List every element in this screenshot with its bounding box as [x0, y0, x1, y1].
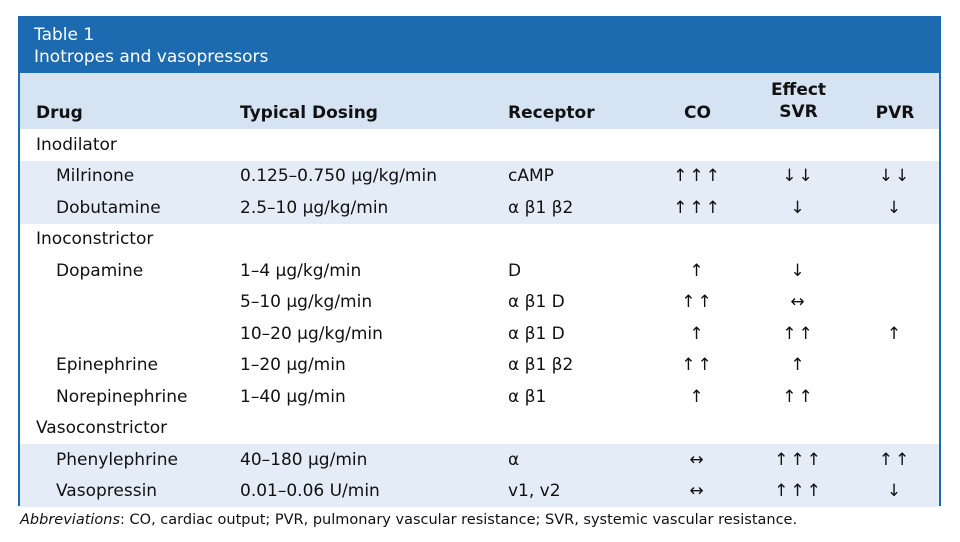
- co-effect-cell: ↑↑: [681, 292, 714, 313]
- table-title: Table 1: [34, 25, 95, 45]
- group-label: Inoconstrictor: [36, 229, 154, 250]
- receptor-cell: α β1 β2: [508, 355, 574, 376]
- header-dosing: Typical Dosing: [240, 103, 378, 123]
- header-effect: Effect: [770, 80, 827, 100]
- table-header-row: [20, 73, 939, 129]
- header-svr: SVR: [779, 102, 818, 122]
- table-row: [20, 444, 939, 476]
- co-effect-cell: ↑↑: [681, 355, 714, 376]
- group-row: [20, 129, 939, 161]
- header-effect-svr: [746, 73, 851, 129]
- receptor-cell: v1, v2: [508, 481, 561, 502]
- receptor-cell: α: [508, 449, 520, 470]
- co-effect-cell: ↑↑↑: [673, 166, 722, 187]
- table-row: [20, 192, 939, 224]
- group-label: Vasoconstrictor: [36, 418, 168, 439]
- group-row: [20, 413, 939, 445]
- svr-effect-cell: ↑↑↑: [774, 481, 823, 502]
- svr-effect-cell: ↑: [790, 355, 807, 376]
- pvr-effect-cell: ↓: [886, 481, 904, 502]
- table-row: [20, 255, 939, 287]
- co-effect-cell: ↑↑↑: [673, 197, 722, 218]
- table-frame: [18, 16, 941, 506]
- pvr-effect-cell: [851, 287, 939, 319]
- svr-effect-cell: ↓: [790, 197, 807, 218]
- table-body: [20, 129, 939, 507]
- header-co: CO: [684, 103, 711, 123]
- header-receptor: Receptor: [508, 103, 595, 123]
- receptor-cell: α β1 D: [508, 323, 565, 344]
- pvr-effect-cell: [851, 255, 939, 287]
- drug-name: [20, 287, 240, 319]
- drug-name: [20, 318, 240, 350]
- svr-effect-cell: ↑↑: [782, 386, 815, 407]
- drug-name: Phenylephrine: [56, 449, 179, 470]
- table-row: [20, 476, 939, 508]
- footnote: [20, 512, 797, 528]
- co-effect-cell: ↑: [689, 323, 706, 344]
- receptor-cell: α β1 D: [508, 292, 565, 313]
- pvr-effect-cell: [851, 381, 939, 413]
- co-effect-cell: ↔: [689, 449, 706, 470]
- table-row: [20, 161, 939, 193]
- dosing-cell: 1–4 μg/kg/min: [240, 260, 362, 281]
- pvr-effect-cell: ↑: [886, 323, 904, 344]
- table-row: [20, 350, 939, 382]
- dosing-cell: 1–40 μg/min: [240, 386, 346, 407]
- svr-effect-cell: ↓: [790, 260, 807, 281]
- drug-name: Norepinephrine: [56, 386, 188, 407]
- drug-table: [20, 73, 939, 507]
- co-effect-cell: ↔: [689, 481, 706, 502]
- receptor-cell: cAMP: [508, 166, 554, 187]
- receptor-cell: α β1 β2: [508, 197, 574, 218]
- svr-effect-cell: ↓↓: [782, 166, 815, 187]
- header-pvr: PVR: [875, 103, 915, 123]
- pvr-effect-cell: ↑↑: [878, 449, 912, 470]
- footnote-text: : CO, cardiac output; PVR, pulmonary vascular resistance; SVR, systemic vascular resistance.: [120, 512, 798, 528]
- drug-name: Vasopressin: [56, 481, 158, 502]
- drug-name: Dobutamine: [56, 197, 161, 218]
- dosing-cell: 5–10 μg/kg/min: [240, 292, 373, 313]
- dosing-cell: 0.125–0.750 μg/kg/min: [240, 166, 437, 187]
- dosing-cell: 40–180 μg/min: [240, 449, 368, 470]
- group-row: [20, 224, 939, 256]
- table-row: [20, 287, 939, 319]
- pvr-effect-cell: ↓: [886, 197, 904, 218]
- svr-effect-cell: ↑↑↑: [774, 449, 823, 470]
- header-drug: Drug: [36, 103, 83, 123]
- svr-effect-cell: ↑↑: [782, 323, 815, 344]
- dosing-cell: 0.01–0.06 U/min: [240, 481, 380, 502]
- receptor-cell: D: [508, 260, 522, 281]
- dosing-cell: 1–20 μg/min: [240, 355, 346, 376]
- receptor-cell: α β1: [508, 386, 547, 407]
- drug-name: Milrinone: [56, 166, 135, 187]
- co-effect-cell: ↑: [689, 386, 706, 407]
- table-subtitle: Inotropes and vasopressors: [34, 47, 269, 67]
- svr-effect-cell: ↔: [790, 292, 807, 313]
- drug-name: Dopamine: [56, 260, 144, 281]
- footnote-label: Abbreviations: [20, 512, 121, 528]
- table-row: [20, 381, 939, 413]
- co-effect-cell: ↑: [689, 260, 706, 281]
- dosing-cell: 2.5–10 μg/kg/min: [240, 197, 389, 218]
- table-titlebar: [20, 18, 939, 73]
- group-label: Inodilator: [36, 134, 117, 155]
- drug-name: Epinephrine: [56, 355, 158, 376]
- pvr-effect-cell: [851, 350, 939, 382]
- dosing-cell: 10–20 μg/kg/min: [240, 323, 383, 344]
- table-row: [20, 318, 939, 350]
- pvr-effect-cell: ↓↓: [878, 166, 912, 187]
